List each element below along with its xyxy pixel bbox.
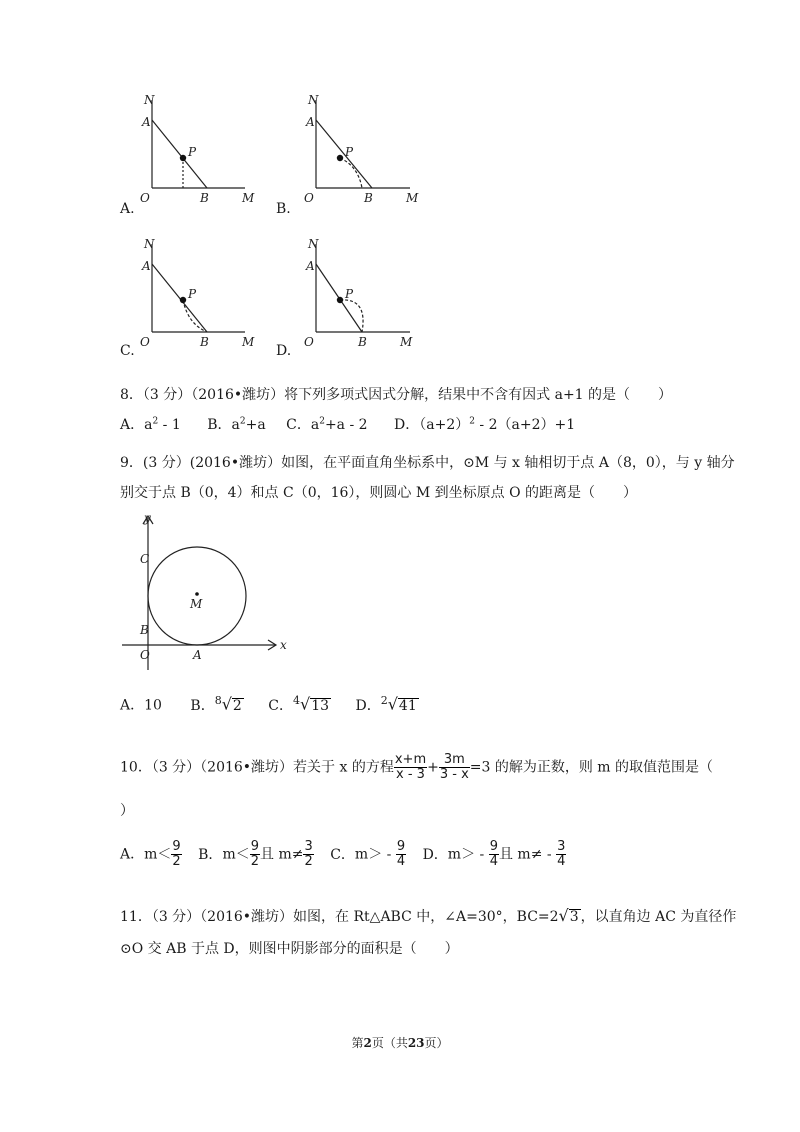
fig-a-o-label: O bbox=[140, 191, 150, 205]
fig-option-a-letter: A. bbox=[120, 201, 135, 217]
q9-c-label: C bbox=[140, 552, 150, 566]
q10-option-c-label: C． bbox=[330, 846, 355, 863]
q9-x-axis-label: x bbox=[280, 638, 287, 652]
fig-c-b-label: B bbox=[200, 335, 209, 349]
q9-a-label: A bbox=[193, 648, 202, 662]
fig-option-b-letter: B. bbox=[276, 201, 291, 217]
fig-d-m-label: M bbox=[400, 335, 413, 349]
q8-option-c-rest: +a - 2 bbox=[324, 417, 368, 433]
q10-option-b-pre: m＜ bbox=[222, 846, 250, 863]
fig-b-o-label: O bbox=[304, 191, 314, 205]
fig-a-p-label: P bbox=[188, 145, 197, 159]
page-footer bbox=[0, 1034, 800, 1051]
sqrt-icon: √ bbox=[221, 694, 232, 714]
q9-option-c-coef: 4 bbox=[293, 694, 300, 707]
q10-frac2-num: 3m bbox=[439, 753, 470, 768]
fig-b-n-label: N bbox=[308, 93, 319, 107]
fig-b-m-label: M bbox=[406, 191, 419, 205]
q9-option-d-coef: 2 bbox=[380, 694, 388, 707]
fig-a-a-label: A bbox=[142, 115, 151, 129]
q10-fraction-2 bbox=[439, 753, 470, 782]
fig-b-b-label: B bbox=[364, 191, 373, 205]
q10-option-c-den: 4 bbox=[396, 854, 406, 869]
fig-c-p-label: P bbox=[188, 287, 197, 301]
fig-d-o-label: O bbox=[304, 335, 314, 349]
q10-stem-line1 bbox=[120, 753, 713, 782]
q10-option-d-label: D． bbox=[422, 846, 448, 863]
q10-option-b-num1: 9 bbox=[250, 839, 259, 854]
q10-option-d-pre: m＞ - bbox=[447, 846, 489, 863]
q9-o-label: O bbox=[140, 648, 150, 662]
q8-option-d-label: D． bbox=[394, 417, 420, 433]
q10-stem-line2: ） bbox=[120, 803, 134, 819]
fig-d-a-label: A bbox=[306, 259, 315, 273]
q9-option-b-coef: 8 bbox=[214, 694, 222, 707]
q10-option-d-frac1 bbox=[489, 840, 499, 869]
q10-option-b-num2: 3 bbox=[304, 839, 313, 854]
fig-a-b-label: B bbox=[200, 191, 209, 205]
q8-option-d-sup: 2 bbox=[469, 416, 475, 427]
page-total: 23 bbox=[407, 1036, 425, 1050]
q9-options bbox=[120, 694, 419, 715]
q9-option-b-radicand: 2 bbox=[232, 697, 242, 714]
q10-stem-after: =3 的解为正数，则 m 的取值范围是（ bbox=[469, 759, 714, 776]
fig-a-n-label: N bbox=[144, 93, 155, 107]
q8-option-b-base: a bbox=[231, 417, 240, 433]
q10-option-c-frac bbox=[396, 840, 406, 869]
q9-option-c-radicand: 13 bbox=[311, 697, 330, 714]
fig-option-c-letter: C. bbox=[120, 343, 135, 359]
q8-option-a-base: a bbox=[144, 417, 153, 433]
q9-y-axis-label: y bbox=[144, 511, 151, 525]
q10-option-d-frac2 bbox=[556, 840, 566, 869]
q9-b-label: B bbox=[140, 623, 149, 637]
q8-option-b-sup: 2 bbox=[239, 416, 246, 427]
q8-option-c-base: a bbox=[310, 417, 320, 433]
q10-option-b-den1: 2 bbox=[250, 854, 259, 869]
q10-option-b-den2: 2 bbox=[304, 854, 313, 869]
q8-option-a-rest: - 1 bbox=[158, 417, 181, 433]
footer-post: 页） bbox=[424, 1036, 449, 1050]
q10-option-b-frac2 bbox=[303, 840, 313, 869]
q10-option-c-num: 9 bbox=[396, 839, 406, 854]
q8-option-c-sup: 2 bbox=[319, 416, 325, 427]
sqrt-icon: √ bbox=[300, 694, 311, 714]
q9-option-c-label: C． bbox=[268, 697, 293, 714]
q10-option-d-num1: 9 bbox=[489, 839, 498, 854]
fig-option-d-letter: D. bbox=[276, 343, 292, 359]
q9-figure bbox=[118, 508, 298, 676]
q10-stem-before: 10．（3 分）（2016•潍坊）若关于 x 的方程 bbox=[120, 759, 394, 776]
fig-c-m-label: M bbox=[242, 335, 255, 349]
q11-stem-after: ，以直角边 AC 为直径作 bbox=[580, 909, 737, 925]
sqrt-icon: √ bbox=[387, 694, 398, 714]
q10-option-b-label: B． bbox=[198, 846, 223, 863]
q10-option-d-num2: 3 bbox=[557, 839, 566, 854]
q10-option-a-den: 2 bbox=[172, 854, 181, 869]
q10-option-b-mid: 且 m≠ bbox=[260, 846, 304, 863]
option-figures bbox=[110, 88, 430, 368]
footer-pre: 第 bbox=[351, 1036, 364, 1050]
q11-radicand: 3 bbox=[569, 909, 579, 925]
q11-stem-line1 bbox=[120, 906, 736, 926]
q9-option-a-value: 10 bbox=[144, 697, 162, 714]
fig-c-n-label: N bbox=[144, 237, 155, 251]
q8-option-a-label: A． bbox=[120, 417, 145, 433]
q8-option-b-label: B． bbox=[207, 417, 232, 433]
fig-b-p-label: P bbox=[345, 145, 354, 159]
fig-b-a-label: A bbox=[306, 115, 315, 129]
q9-stem-line1: 9．(3 分）(2016•潍坊）如图，在平面直角坐标系中，⊙M 与 x 轴相切于点 A（8，0），与 y 轴分 bbox=[120, 455, 735, 471]
q11-stem-before: 11．（3 分）（2016•潍坊）如图，在 Rt△ABC 中，∠A=30°，BC=2 bbox=[120, 909, 559, 925]
footer-mid: 页（共 bbox=[371, 1036, 408, 1050]
q11-stem-line2: ⊙O 交 AB 于点 D，则图中阴影部分的面积是（ ） bbox=[120, 941, 459, 957]
sqrt-icon: √ bbox=[558, 906, 569, 925]
q10-options bbox=[120, 840, 566, 869]
q8-options bbox=[120, 414, 575, 434]
q9-option-d-radicand: 41 bbox=[398, 697, 417, 714]
q10-option-b-frac1 bbox=[250, 840, 260, 869]
q8-option-a-sup: 2 bbox=[152, 416, 159, 427]
fig-d-p-label: P bbox=[345, 287, 354, 301]
q8-option-b-rest: +a bbox=[245, 417, 266, 433]
q9-option-b-label: B． bbox=[190, 697, 215, 714]
q10-option-a-label: A． bbox=[120, 846, 145, 863]
fig-d-n-label: N bbox=[308, 237, 319, 251]
q10-option-d-den1: 4 bbox=[489, 854, 498, 869]
fig-d-b-label: B bbox=[358, 335, 367, 349]
fig-c-a-label: A bbox=[142, 259, 151, 273]
fig-a-m-label: M bbox=[242, 191, 255, 205]
fig-c-o-label: O bbox=[140, 335, 150, 349]
q8-option-d-rest: - 2（a+2）+1 bbox=[474, 417, 576, 433]
q9-stem-line2: 别交于点 B（0，4）和点 C（0，16），则圆心 M 到坐标原点 O 的距离是（ ） bbox=[120, 485, 638, 501]
q10-option-a-num: 9 bbox=[172, 839, 181, 854]
q10-option-d-mid: 且 m≠ - bbox=[498, 846, 557, 863]
q10-option-a-frac bbox=[171, 840, 181, 869]
q10-fraction-1 bbox=[394, 753, 427, 782]
page-number: 2 bbox=[363, 1036, 372, 1050]
q10-frac1-num: x+m bbox=[394, 752, 427, 767]
q8-option-d-base: （a+2） bbox=[419, 417, 470, 433]
q10-frac2-den: 3 - x bbox=[439, 767, 469, 782]
q10-plus: + bbox=[427, 759, 439, 776]
q9-option-a-label: A． bbox=[120, 697, 145, 714]
q10-option-a-pre: m＜ bbox=[144, 846, 172, 863]
q8-stem: 8．（3 分）（2016•潍坊）将下列多项式因式分解，结果中不含有因式 a+1 的是（ ） bbox=[120, 387, 673, 403]
q9-m-label: M bbox=[190, 597, 203, 611]
q9-option-d-label: D． bbox=[355, 697, 381, 714]
q10-frac1-den: x - 3 bbox=[396, 767, 425, 782]
q10-option-d-den2: 4 bbox=[557, 854, 566, 869]
q8-option-c-label: C． bbox=[286, 417, 311, 433]
q10-option-c-pre: m＞ - bbox=[354, 846, 396, 863]
